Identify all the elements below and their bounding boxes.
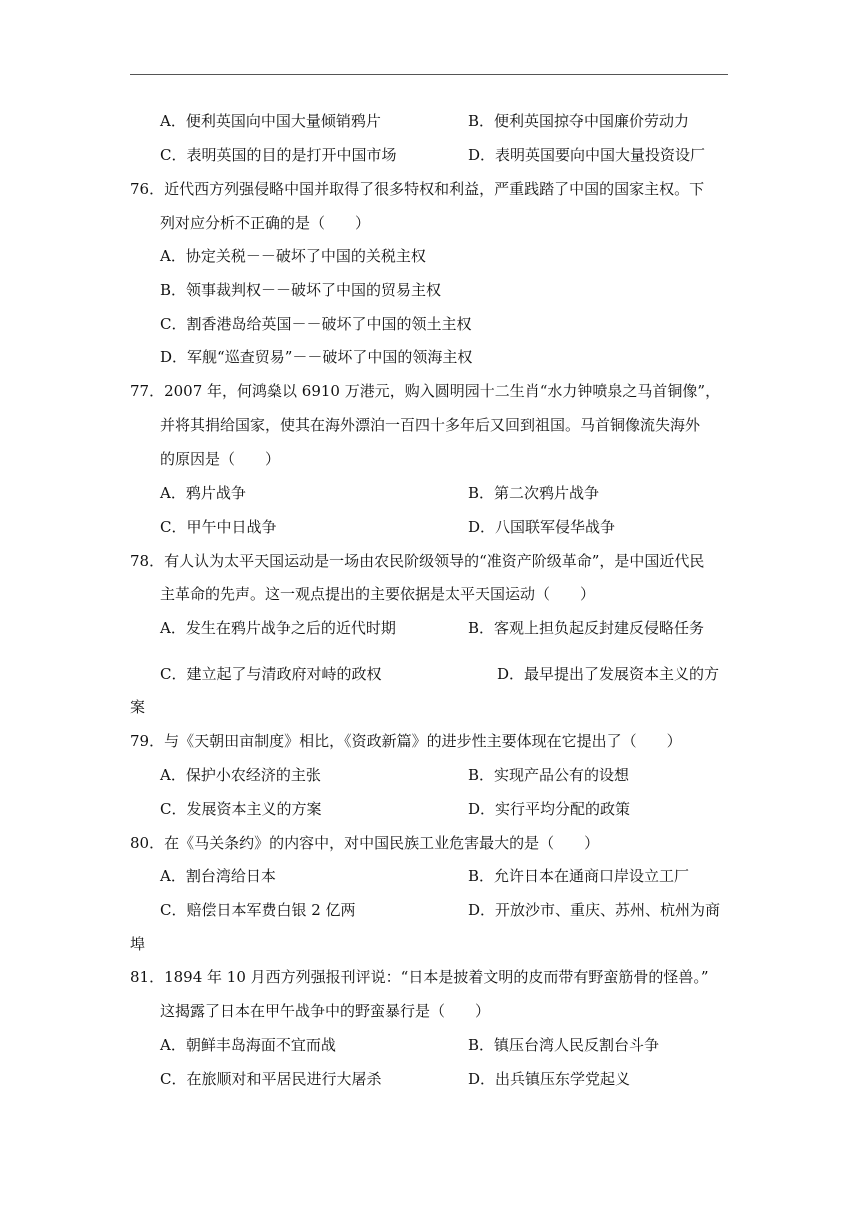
q77-stem-line1: 77．2007 年，何鸿燊以 6910 万港元，购入圆明园十二生肖“水力钟喷泉之马首铜像”， bbox=[130, 382, 721, 400]
q77-option-b[interactable]: B．第二次鸦片战争 bbox=[468, 484, 600, 502]
q78-option-a[interactable]: A．发生在鸦片战争之后的近代时期 bbox=[160, 619, 396, 637]
q78-stem-line1: 78．有人认为太平天国运动是一场由农民阶级领导的“准资产阶级革命”，是中国近代民 bbox=[130, 552, 705, 570]
q81-option-b[interactable]: B．镇压台湾人民反割台斗争 bbox=[468, 1036, 660, 1054]
q76-stem-line2: 列对应分析不正确的是（ ） bbox=[160, 214, 371, 232]
q81-option-c[interactable]: C．在旅顺对和平居民进行大屠杀 bbox=[160, 1070, 382, 1088]
q77-option-c[interactable]: C．甲午中日战争 bbox=[160, 518, 277, 536]
q81-option-a[interactable]: A．朝鲜丰岛海面不宜而战 bbox=[160, 1036, 336, 1054]
q79-option-d[interactable]: D．实行平均分配的政策 bbox=[468, 800, 631, 818]
header-rule bbox=[130, 74, 728, 75]
q79-option-c[interactable]: C．发展资本主义的方案 bbox=[160, 800, 322, 818]
q78-stem-line2: 主革命的先声。这一观点提出的主要依据是太平天国运动（ ） bbox=[160, 585, 596, 603]
q80-stem-line1: 80．在《马关条约》的内容中，对中国民族工业危害最大的是（ ） bbox=[130, 834, 600, 852]
q77-option-a[interactable]: A．鸦片战争 bbox=[160, 484, 246, 502]
q80-option-d-wrap: 埠 bbox=[130, 935, 146, 953]
q80-option-d[interactable]: D．开放沙市、重庆、苏州、杭州为商 bbox=[468, 901, 721, 919]
q78-option-d[interactable]: D．最早提出了发展资本主义的方 bbox=[497, 665, 720, 683]
q77-option-d[interactable]: D．八国联军侵华战争 bbox=[468, 518, 616, 536]
q78-option-b[interactable]: B．客观上担负起反封建反侵略任务 bbox=[468, 619, 705, 637]
q75-option-b[interactable]: B．便利英国掠夺中国廉价劳动力 bbox=[468, 112, 690, 130]
q77-stem-line2: 并将其捐给国家，使其在海外漂泊一百四十多年后又回到祖国。马首铜像流失海外 bbox=[160, 416, 701, 434]
q76-option-c[interactable]: C．割香港岛给英国－－破坏了中国的领土主权 bbox=[160, 315, 472, 333]
q80-option-a[interactable]: A．割台湾给日本 bbox=[160, 867, 276, 885]
q75-option-d[interactable]: D．表明英国要向中国大量投资设厂 bbox=[468, 146, 706, 164]
q75-option-a[interactable]: A．便利英国向中国大量倾销鸦片 bbox=[160, 112, 381, 130]
q78-option-d-wrap: 案 bbox=[130, 698, 146, 716]
q81-option-d[interactable]: D．出兵镇压东学党起义 bbox=[468, 1070, 631, 1088]
q75-option-c[interactable]: C．表明英国的目的是打开中国市场 bbox=[160, 146, 397, 164]
q79-stem-line1: 79．与《天朝田亩制度》相比，《资政新篇》的进步性主要体现在它提出了（ ） bbox=[130, 732, 682, 750]
q81-stem-line1: 81．1894 年 10 月西方列强报刊评说：“日本是披着文明的皮而带有野蛮筋骨的怪兽。” bbox=[130, 968, 709, 986]
q79-option-a[interactable]: A．保护小农经济的主张 bbox=[160, 766, 321, 784]
q80-option-c[interactable]: C．赔偿日本军费白银 2 亿两 bbox=[160, 901, 356, 919]
q76-option-a[interactable]: A．协定关税－－破坏了中国的关税主权 bbox=[160, 247, 426, 265]
q80-option-b[interactable]: B．允许日本在通商口岸设立工厂 bbox=[468, 867, 690, 885]
q78-option-c[interactable]: C．建立起了与清政府对峙的政权 bbox=[160, 665, 382, 683]
q81-stem-line2: 这揭露了日本在甲午战争中的野蛮暴行是（ ） bbox=[160, 1002, 491, 1020]
q76-option-d[interactable]: D．军舰“巡查贸易”－－破坏了中国的领海主权 bbox=[160, 348, 473, 366]
q76-stem-line1: 76．近代西方列强侵略中国并取得了很多特权和利益，严重践踏了中国的国家主权。下 bbox=[130, 180, 705, 198]
q76-option-b[interactable]: B．领事裁判权－－破坏了中国的贸易主权 bbox=[160, 281, 442, 299]
q79-option-b[interactable]: B．实现产品公有的设想 bbox=[468, 766, 630, 784]
q77-stem-line3: 的原因是（ ） bbox=[160, 450, 281, 468]
